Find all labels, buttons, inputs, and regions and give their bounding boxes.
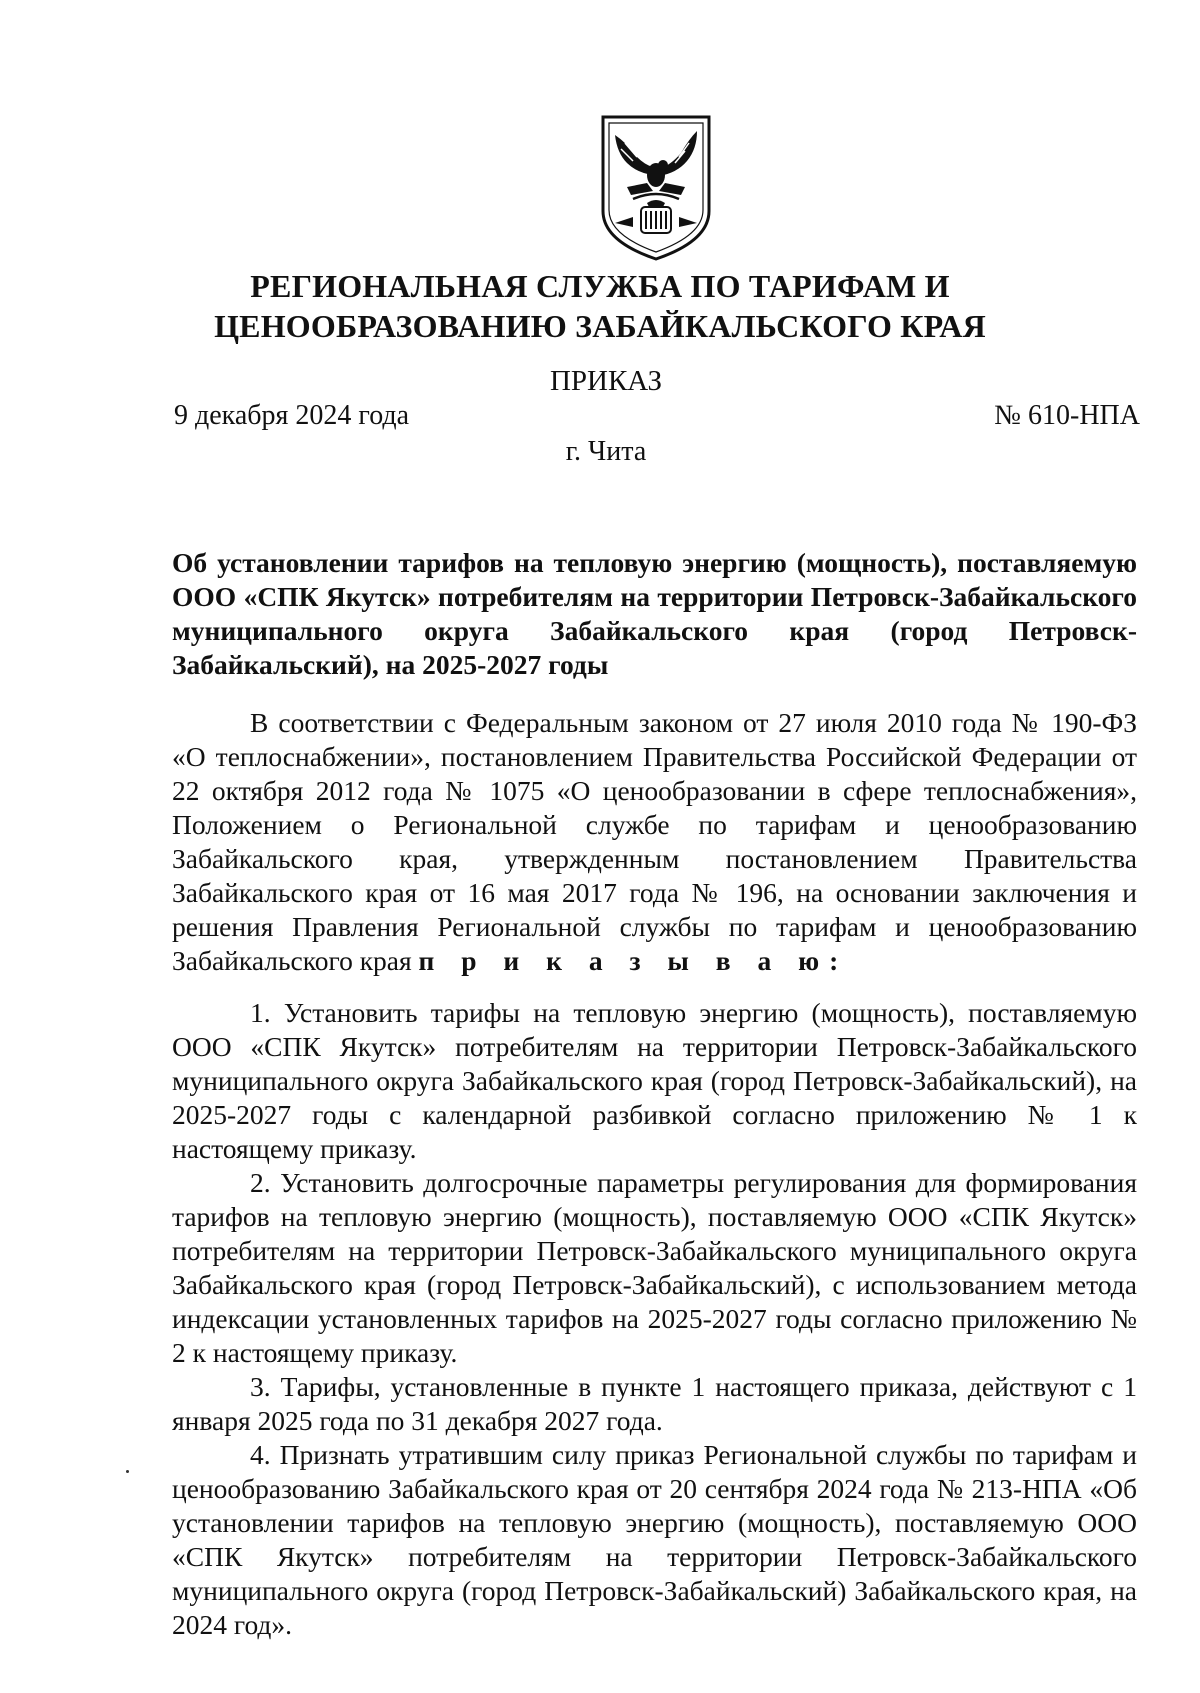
document-subject: Об установлении тарифов на тепловую энергию (мощность), поставляемую ООО «СПК Якутск» потребителям на территории Петровск-Забайкальского муниципального округа Забайкальского края (город Петровск-Забайкальский), на 2025-2027 годы — [172, 547, 1137, 680]
scan-speck — [126, 1470, 129, 1473]
document-number: № 610-НПА — [994, 400, 1140, 431]
organization-title-line-2: ЦЕНООБРАЗОВАНИЮ ЗАБАЙКАЛЬСКОГО КРАЯ — [214, 308, 986, 344]
order-items — [172, 996, 1137, 1642]
organization-title-line-1: РЕГИОНАЛЬНАЯ СЛУЖБА ПО ТАРИФАМ И — [250, 268, 950, 304]
preamble — [172, 706, 1137, 978]
decree-word: п р и к а з ы в а ю: — [418, 945, 849, 976]
organization-title — [160, 266, 1040, 346]
document-date: 9 декабря 2024 года — [174, 400, 410, 431]
order-item: 2. Установить долгосрочные параметры регулирования для формирования тарифов на тепловую энергию (мощность), поставляемую ООО «СПК Якутск» потребителям на территории Петровск-Забайкальского муниципального округа Забайкальского края (город Петровск-Забайкальский), с использованием метода индексации установленных тарифов на 2025-2027 годы согласно приложению № 2 к настоящему приказу. — [172, 1167, 1137, 1368]
coat-of-arms-icon — [597, 113, 715, 263]
document-city: г. Чита — [565, 436, 647, 467]
order-item: 4. Признать утратившим силу приказ Региональной службы по тарифам и ценообразованию Забайкальского края от 20 сентября 2024 года № 213-НПА «Об установлении тарифов на тепловую энергию (мощность), поставляемую ООО «СПК Якутск» потребителям на территории Петровск-Забайкальского муниципального округа (город Петровск-Забайкальский) Забайкальского края, на 2024 год». — [172, 1439, 1137, 1640]
preamble-text: В соответствии с Федеральным законом от 27 июля 2010 года № 190-ФЗ «О теплоснабжении», постановлением Правительства Российской Федерации от 22 октября 2012 года № 1075 «О ценообразовании в сфере теплоснабжения», Положением о Региональной службе по тарифам и ценообразованию Забайкальского края, утвержденным постановлением Правительства Забайкальского края от 16 мая 2017 года № 196, на основании заключения и решения Правления Региональной службы по тарифам и ценообразованию Забайкальского края — [172, 707, 1137, 976]
preamble-paragraph — [172, 706, 1137, 978]
order-item: 1. Установить тарифы на тепловую энергию (мощность), поставляемую ООО «СПК Якутск» потребителям на территории Петровск-Забайкальского муниципального округа Забайкальского края (город Петровск-Забайкальский), на 2025-2027 годы с календарной разбивкой согласно приложению № 1 к настоящему приказу. — [172, 997, 1137, 1164]
document-type: ПРИКАЗ — [549, 365, 663, 397]
order-item: 3. Тарифы, установленные в пункте 1 настоящего приказа, действуют с 1 января 2025 года по 31 декабря 2027 года. — [172, 1371, 1137, 1436]
